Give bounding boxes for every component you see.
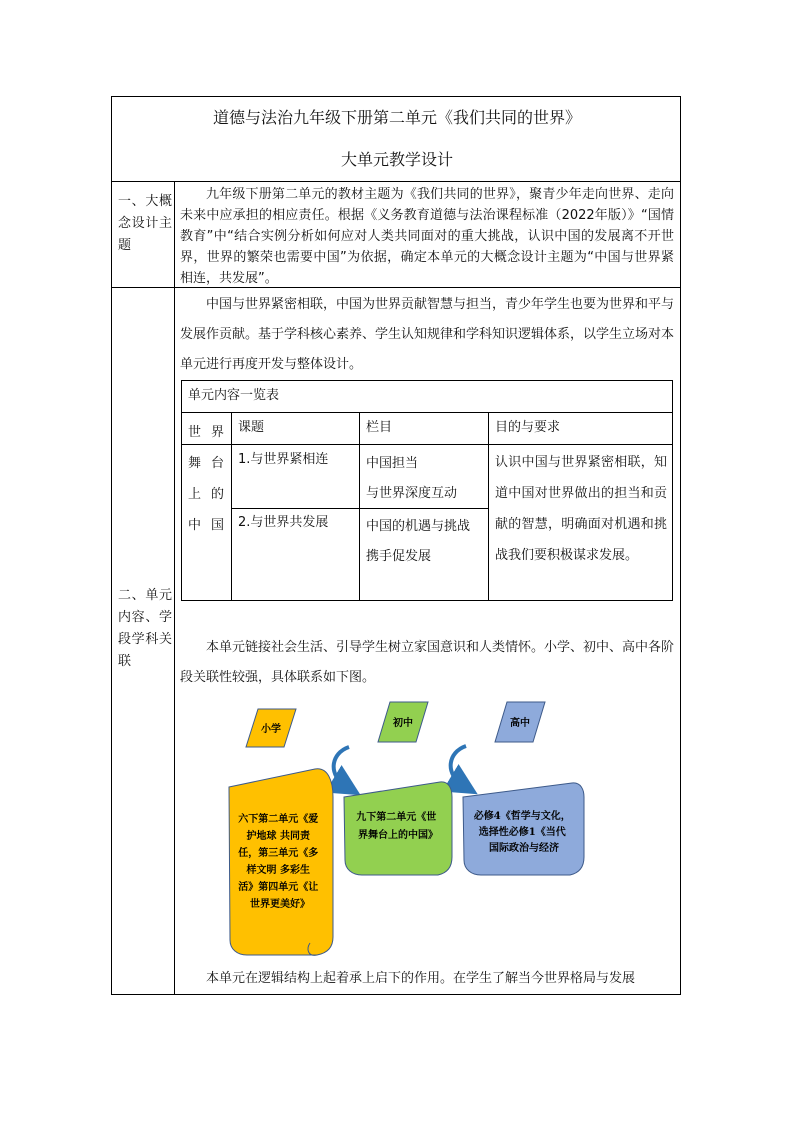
header-lesson: 课题 <box>238 420 265 435</box>
stage-high <box>495 702 545 742</box>
scroll-text: 九下第二单元《世 界舞台上的中国》 <box>356 812 438 841</box>
stage-link-diagram <box>112 97 682 996</box>
design-table <box>111 96 681 995</box>
page-title: 道德与法治九年级下册第二单元《我们共同的世界》 <box>212 108 581 127</box>
goal-text: 认识中国与世界紧密相联，知道中国对世界做出的担当和贡献的智慧，明确面对机遇和挑战我们要积极谋求发展。 <box>495 455 667 563</box>
header-column: 栏目 <box>366 420 393 435</box>
link-text: 本单元链接社会生活、引导学生树立家国意识和人类情怀。小学、初中、高中各阶段关联性较强，具体联系如下图。 <box>180 640 675 685</box>
curved-arrow-icon <box>451 746 466 786</box>
column-item: 与世界深度互动 <box>366 486 458 501</box>
column-item: 携手促发展 <box>366 549 432 564</box>
scroll-primary <box>229 769 333 956</box>
lesson-2: 2.与世界共发展 <box>238 515 329 530</box>
page-subtitle: 大单元教学设计 <box>340 150 453 169</box>
curved-arrow-icon <box>334 747 349 787</box>
header-goal: 目的与要求 <box>495 420 561 435</box>
column-item: 中国担当 <box>366 456 419 471</box>
lesson-1: 1.与世界紧相连 <box>238 452 329 467</box>
section1-label: 一、大概念设计主题 <box>118 194 172 253</box>
scroll-high <box>463 783 584 875</box>
section2-intro: 中国与世界紧密相联，中国为世界贡献智慧与担当，青少年学生也要为世界和平与发展作贡献。基于学科核心素养、学生认知规律和学科知识逻辑体系，以学生立场对本单元进行再度开发与整体设计。 <box>180 297 675 372</box>
column-item: 中国的机遇与挑战 <box>366 519 471 534</box>
table-caption: 单元内容一览表 <box>188 388 280 403</box>
section2-label: 二、单元内容、学段学科关联 <box>118 588 172 669</box>
scroll-middle <box>344 782 452 875</box>
scroll-text: 六下第二单元《爱 护地球 共同责 任，第三单元《多 样文明 多彩生 活》第四单元《让 世界更美好》 <box>238 814 319 910</box>
stage-label: 高中 <box>510 718 530 729</box>
section1-text: 九年级下册第二单元的教材主题为《我们共同的世界》，聚青少年走向世界、走向未来中应承担的相应责任。根据《义务教育道德与法治课程标准（2022年版）》“国情教育”中“结合实例分析如何应对人类共同面对的重大挑战，认识中国的发展离不开世界，世界的繁荣也需要中国”为依据，确定本单元的大概念设计主题为“中国与世界紧相连，共发展”。 <box>180 187 674 286</box>
scroll-text: 必修4《哲学与文化， 选择性必修1《当代 国际政治与经济 <box>473 811 571 854</box>
stage-label: 小学 <box>261 724 281 735</box>
stage-primary <box>246 709 296 747</box>
unit-name: 世界舞台上的中国 <box>188 425 224 533</box>
tail-text: 本单元在逻辑结构上起着承上启下的作用。在学生了解当今世界格局与发展 <box>206 971 636 986</box>
stage-middle <box>378 702 428 742</box>
stage-label: 初中 <box>393 718 413 729</box>
